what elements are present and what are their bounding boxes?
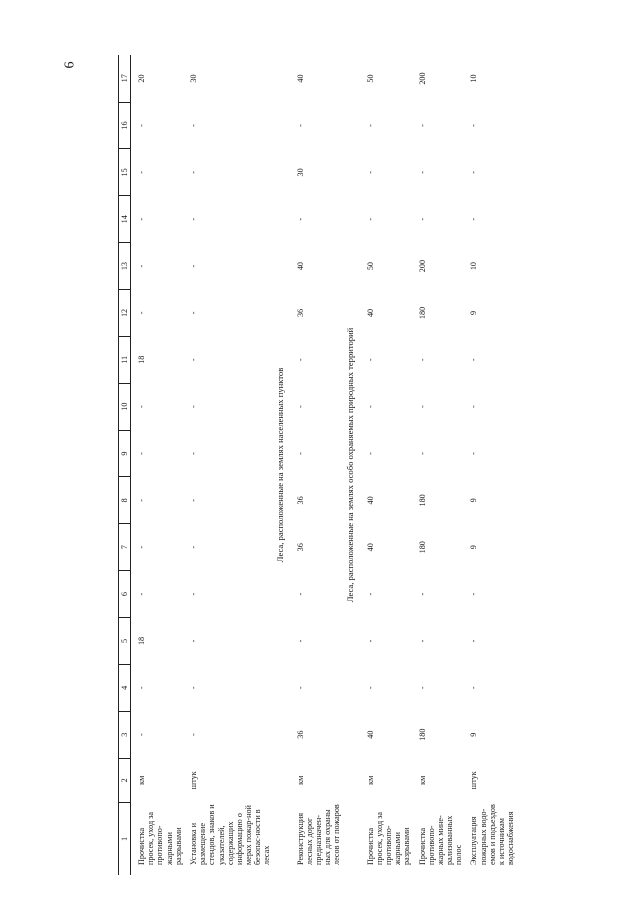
cell-col-11: - <box>469 358 479 362</box>
section-title: Леса, расположенные на землях населенных пунктов <box>274 367 285 563</box>
column-header-2: 2 <box>119 758 131 802</box>
column-header-11: 11 <box>119 336 131 383</box>
cell-col-7: 40 <box>365 543 375 552</box>
cell-col-4: - <box>417 686 427 690</box>
cell-col-16: - <box>137 124 146 127</box>
section-row <box>342 55 360 875</box>
table-row <box>183 55 272 875</box>
table-row <box>131 55 183 875</box>
cell-col-8: - <box>137 499 146 502</box>
cell-col-12: 9 <box>469 310 479 315</box>
table-row <box>360 55 412 875</box>
cell-col-5: - <box>295 639 305 643</box>
column-header-9: 9 <box>119 430 131 477</box>
cell-col-11: - <box>417 358 427 362</box>
cell-col-13: - <box>188 264 198 268</box>
cell-col-5: - <box>469 639 479 643</box>
column-header-15: 15 <box>119 149 131 196</box>
row-unit: км <box>295 775 305 785</box>
column-header-13: 13 <box>119 243 131 290</box>
cell-col-4: - <box>365 686 375 690</box>
cell-col-14: - <box>365 217 375 221</box>
column-header-10: 10 <box>119 383 131 430</box>
cell-col-7: 36 <box>295 543 305 552</box>
column-header-3: 3 <box>119 711 131 758</box>
column-header-17: 17 <box>119 55 131 102</box>
cell-col-12: 40 <box>365 308 375 318</box>
cell-col-4: - <box>295 686 305 690</box>
column-header-8: 8 <box>119 477 131 524</box>
cell-col-5: 18 <box>137 636 146 646</box>
cell-col-13: 10 <box>469 261 479 271</box>
cell-col-16: - <box>469 124 479 127</box>
cell-col-15: 30 <box>295 168 305 177</box>
cell-col-8: 36 <box>295 496 305 505</box>
cell-col-5: - <box>417 639 427 643</box>
cell-col-11: - <box>188 358 198 362</box>
row-name: Эксплуатация пожарных водо-емов и подъездов к источникам водоснабжения <box>469 804 516 865</box>
cell-col-9: - <box>188 452 198 455</box>
cell-col-8: 40 <box>365 496 375 505</box>
cell-col-14: - <box>137 217 146 221</box>
row-unit: км <box>417 775 427 785</box>
column-header-16: 16 <box>119 102 131 149</box>
cell-col-5: - <box>188 639 198 643</box>
column-header-14: 14 <box>119 196 131 243</box>
cell-col-7: 180 <box>417 541 427 554</box>
row-unit: км <box>137 775 146 785</box>
column-header-4: 4 <box>119 664 131 711</box>
cell-col-9: - <box>417 452 427 455</box>
cell-col-15: - <box>469 170 479 174</box>
cell-col-16: - <box>365 124 375 127</box>
cell-col-4: - <box>188 686 198 690</box>
cell-col-17: 20 <box>137 74 146 83</box>
cell-col-3: - <box>137 733 146 737</box>
cell-col-12: - <box>137 311 146 315</box>
section-title: Леса, расположенные на землях особо охраняемых природных территорий <box>344 327 355 603</box>
row-unit: штук <box>188 771 198 790</box>
cell-col-15: - <box>137 170 146 174</box>
cell-col-9: - <box>295 452 305 455</box>
table-row <box>412 55 464 875</box>
cell-col-14: - <box>469 217 479 221</box>
cell-col-17: 200 <box>417 72 427 85</box>
cell-col-15: - <box>188 170 198 174</box>
cell-col-17: 50 <box>365 74 375 83</box>
cell-col-17: 10 <box>469 74 479 83</box>
cell-col-10: - <box>365 405 375 409</box>
column-header-1: 1 <box>119 802 131 875</box>
cell-col-9: - <box>365 452 375 455</box>
row-name: Установка и размещение стендов, знаков и указателей, содержащих информацию о мерах пожар-ной безопас-ности в лесах <box>188 804 272 865</box>
cell-col-8: - <box>188 499 198 502</box>
cell-col-8: 9 <box>469 498 479 503</box>
cell-col-4: - <box>469 686 479 690</box>
cell-col-14: - <box>417 217 427 221</box>
cell-col-17: 30 <box>188 74 198 83</box>
cell-col-14: - <box>188 217 198 221</box>
cell-col-6: - <box>295 592 305 596</box>
cell-col-15: - <box>365 170 375 174</box>
cell-col-6: - <box>365 592 375 596</box>
cell-col-11: 18 <box>137 355 146 364</box>
column-header-6: 6 <box>119 571 131 618</box>
cell-col-9: - <box>469 452 479 455</box>
cell-col-11: - <box>295 358 305 362</box>
cell-col-16: - <box>417 124 427 127</box>
cell-col-10: - <box>469 405 479 409</box>
cell-col-12: 180 <box>417 306 427 320</box>
table-row <box>290 55 342 875</box>
cell-col-9: - <box>137 452 146 455</box>
cell-col-16: - <box>295 124 305 127</box>
column-header-7: 7 <box>119 524 131 571</box>
rotated-table-wrapper <box>118 55 598 875</box>
cell-col-7: 9 <box>469 545 479 550</box>
cell-col-10: - <box>295 405 305 409</box>
cell-col-13: 50 <box>365 261 375 271</box>
row-name: Реконструкция лесных дорог предназначен-ных для охраны лесов от пожаров <box>295 804 342 865</box>
column-header-12: 12 <box>119 290 131 337</box>
cell-col-3: - <box>188 733 198 737</box>
cell-col-6: - <box>137 592 146 596</box>
cell-col-13: 200 <box>417 259 427 273</box>
section-row <box>272 55 290 875</box>
cell-col-3: 9 <box>469 732 479 737</box>
cell-col-16: - <box>188 124 198 127</box>
cell-col-3: 180 <box>417 728 427 741</box>
cell-col-6: - <box>469 592 479 596</box>
cell-col-6: - <box>417 592 427 596</box>
cell-col-4: - <box>137 686 146 690</box>
cell-col-7: - <box>137 545 146 549</box>
cell-col-12: 36 <box>295 308 305 318</box>
cell-col-13: - <box>137 264 146 268</box>
cell-col-17: 40 <box>295 74 305 83</box>
cell-col-3: 40 <box>365 730 375 739</box>
cell-col-8: 180 <box>417 494 427 507</box>
cell-col-10: - <box>137 405 146 409</box>
cell-col-13: 40 <box>295 261 305 271</box>
cell-col-11: - <box>365 358 375 362</box>
row-unit: штук <box>469 771 479 790</box>
cell-col-15: - <box>417 170 427 174</box>
page-number: 6 <box>62 61 78 69</box>
cell-col-7: - <box>188 545 198 549</box>
column-header-5: 5 <box>119 618 131 665</box>
row-name: Прочистка противопо-жарных мине-рализованных полос <box>417 815 464 865</box>
row-unit: км <box>365 775 375 785</box>
row-name: Прочистка просек, уход за противопо-жарными разрывами <box>365 811 412 865</box>
table-row <box>463 55 515 875</box>
cell-col-3: 36 <box>295 730 305 739</box>
cell-col-14: - <box>295 217 305 221</box>
cell-col-10: - <box>417 405 427 409</box>
cell-col-12: - <box>188 311 198 315</box>
column-header-row <box>119 55 131 875</box>
data-table <box>118 55 515 875</box>
cell-col-10: - <box>188 405 198 409</box>
cell-col-5: - <box>365 639 375 643</box>
cell-col-6: - <box>188 592 198 596</box>
row-name: Прочистка просек, уход за противопо-жарными разрывами <box>137 811 183 865</box>
